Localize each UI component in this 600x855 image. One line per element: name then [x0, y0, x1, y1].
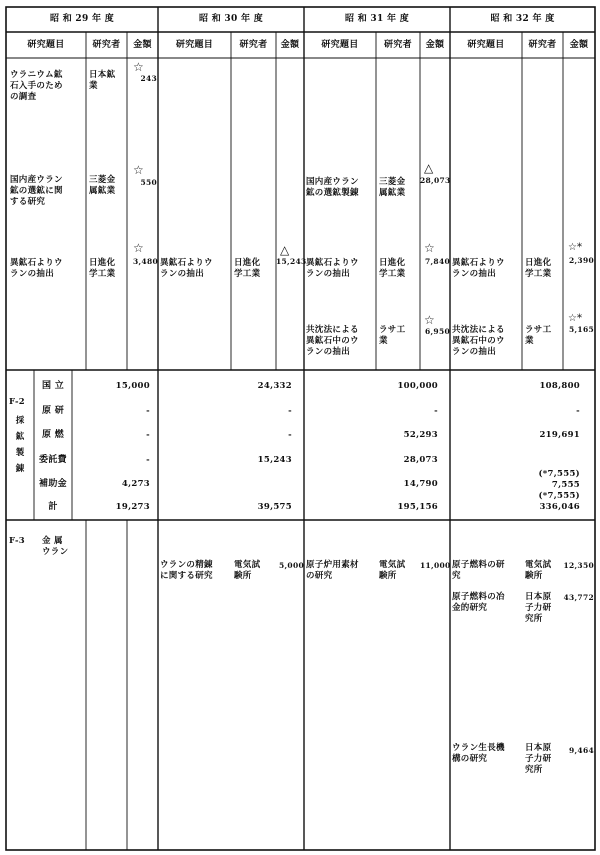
f2-y31-value: - [434, 406, 438, 416]
y29-amount-2: 550 [140, 178, 157, 187]
star-icon: ☆ [133, 163, 144, 177]
star-icon: ☆ [424, 313, 435, 327]
y30-topic-1: 異鉱石よりウ ランの抽出 [160, 258, 213, 279]
f2-y31-value: 100,000 [397, 381, 438, 391]
col-header-researcher: 研究者 [528, 40, 557, 50]
f2-y30-value: - [288, 430, 292, 440]
y29-topic-3: 異鉱石よりウ ランの抽出 [10, 258, 63, 279]
y29-topic-2: 国内産ウラン 鉱の選鉱に関 する研究 [10, 175, 63, 207]
f3-y30-researcher-1: 電気試 験所 [234, 560, 261, 581]
y31-researcher-1: 三菱金 属鉱業 [379, 177, 406, 198]
f2-y29-value: - [146, 406, 150, 416]
y29-amount-3: 3,480 [133, 257, 158, 266]
y29-researcher-2: 三菱金 属鉱業 [89, 175, 116, 196]
y29-researcher-1: 日本鉱 業 [89, 70, 116, 91]
f2-y30-value: - [288, 406, 292, 416]
f2-y31-value: 28,073 [403, 455, 438, 465]
f2-y32-note: 7,555 [551, 480, 580, 490]
col-header-amount: 金額 [425, 40, 445, 50]
col-header-researcher: 研究者 [239, 40, 268, 50]
f3-y32-topic-1: 原子燃料の研 究 [452, 560, 505, 581]
f2-y32-value: 219,691 [539, 430, 580, 440]
y32-topic-2: 共沈法による 異鉱石中のウ ランの抽出 [452, 325, 505, 357]
star-icon: ☆* [568, 242, 582, 253]
year-header-31: 昭 和 31 年 度 [344, 14, 410, 24]
f2-y29-value: 4,273 [121, 479, 150, 489]
f3-y32-researcher-3: 日本原 子力研 究所 [525, 743, 552, 775]
f2-y31-value: 195,156 [397, 502, 438, 512]
col-header-topic: 研究題目 [175, 40, 214, 50]
y32-topic-1: 異鉱石よりウ ランの抽出 [452, 258, 505, 279]
star-icon: ☆* [568, 313, 582, 324]
f2-y29-value: - [146, 455, 150, 465]
f3-y32-amount-2: 43,772 [563, 593, 594, 602]
f2-y30-value: 15,243 [257, 455, 292, 465]
col-header-amount: 金額 [133, 40, 152, 50]
year-header-29: 昭 和 29 年 度 [49, 14, 115, 24]
year-header-30: 昭 和 30 年 度 [198, 14, 264, 24]
f2-row-label-genken: 原 研 [41, 406, 65, 416]
y31-amount-2: 7,840 [425, 257, 450, 266]
col-header-amount: 金額 [280, 40, 300, 50]
f3-label: 金 属 ウラン [42, 536, 69, 557]
f2-vertical-label: 採 鉱 製 錬 [15, 416, 25, 474]
f2-y29-value: 19,273 [115, 502, 150, 512]
y32-amount-2: 5,165 [569, 325, 594, 334]
f2-y32-value: 108,800 [539, 381, 580, 391]
y31-amount-1: 28,073 [420, 176, 451, 185]
triangle-icon: △ [280, 243, 290, 257]
f2-y32-value: - [576, 406, 580, 416]
f2-row-label-kokuritsu: 国 立 [41, 381, 65, 391]
y29-amount-1: 243 [140, 74, 157, 83]
col-header-topic: 研究題目 [321, 40, 359, 50]
f3-y32-amount-1: 12,350 [563, 561, 594, 570]
f3-y32-amount-3: 9,464 [569, 746, 594, 755]
y30-researcher-1: 日進化 学工業 [234, 258, 261, 279]
f2-row-label-gennen: 原 燃 [41, 430, 65, 440]
f3-y32-topic-3: ウラン生長機 構の研究 [452, 743, 505, 764]
f3-y32-researcher-1: 電気試 験所 [525, 560, 552, 581]
y31-topic-3: 共沈法による 異鉱石中のウ ランの抽出 [306, 325, 359, 357]
f3-y31-amount-1: 11,000 [420, 561, 451, 570]
f2-y30-value: 24,332 [257, 381, 292, 391]
y29-researcher-3: 日進化 学工業 [89, 258, 116, 279]
col-header-topic: 研究題目 [27, 40, 65, 50]
y32-researcher-1: 日進化 学工業 [525, 258, 552, 279]
col-header-researcher: 研究者 [384, 40, 412, 50]
y31-researcher-2: 日進化 学工業 [379, 258, 406, 279]
f3-y32-topic-2: 原子燃料の冶 金的研究 [452, 592, 505, 613]
y31-researcher-3: ラサ工 業 [379, 325, 406, 346]
f2-y31-value: 52,293 [403, 430, 438, 440]
f3-y30-amount-1: 5,000 [279, 561, 304, 570]
f2-y31-value: 14,790 [403, 479, 438, 489]
star-icon: ☆ [424, 241, 435, 255]
star-icon: ☆ [133, 241, 144, 255]
y29-topic-1: ウラニウム鉱 石入手のため の調査 [10, 70, 63, 102]
y31-topic-1: 国内産ウラン 鉱の選鉱製錬 [306, 177, 359, 198]
f2-y32-note: (*7,555) [538, 491, 580, 501]
f2-y29-value: 15,000 [115, 381, 150, 391]
f3-y31-topic-1: 原子炉用素材 の研究 [306, 560, 359, 581]
star-icon: ☆ [133, 60, 144, 74]
f3-code: F-3 [9, 536, 25, 546]
f2-row-label-hojokin: 補助金 [39, 479, 67, 489]
col-header-researcher: 研究者 [92, 40, 121, 50]
f2-row-label-itakuhi: 委託費 [39, 455, 67, 465]
y30-amount-1: 15,243 [276, 257, 307, 266]
f2-code: F-2 [9, 397, 25, 407]
f3-y32-researcher-2: 日本原 子力研 究所 [525, 592, 552, 624]
f2-y32-value: 336,046 [539, 502, 580, 512]
y31-amount-3: 6,950 [425, 327, 450, 336]
y32-amount-1: 2,390 [569, 256, 594, 265]
y32-researcher-2: ラサ工 業 [525, 325, 552, 346]
triangle-icon: △ [424, 161, 434, 175]
f2-y30-value: 39,575 [257, 502, 292, 512]
f2-y29-value: - [146, 430, 150, 440]
y31-topic-2: 異鉱石よりウ ランの抽出 [306, 258, 359, 279]
f2-y32-note: (*7,555) [538, 469, 580, 479]
f3-y30-topic-1: ウランの精錬 に関する研究 [160, 560, 213, 581]
col-header-topic: 研究題目 [467, 40, 505, 50]
col-header-amount: 金額 [569, 40, 589, 50]
f3-y31-researcher-1: 電気試 験所 [379, 560, 406, 581]
year-header-32: 昭 和 32 年 度 [490, 14, 555, 24]
f2-row-label-total: 計 [48, 502, 58, 512]
